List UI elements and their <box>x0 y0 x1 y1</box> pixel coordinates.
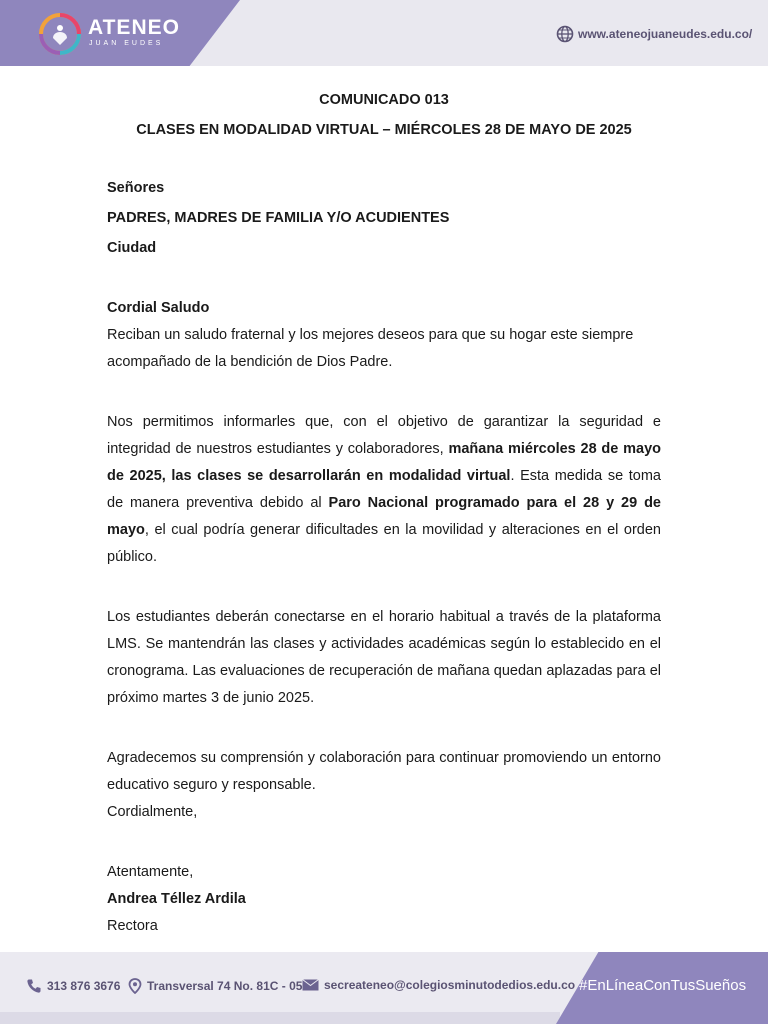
signer-role: Rectora <box>107 918 158 934</box>
document-subtitle: CLASES EN MODALIDAD VIRTUAL – MIÉRCOLES 28 DE MAYO DE 2025 <box>136 122 632 138</box>
notice-text-e: , el cual podría generar dificultades en la movilidad y alteraciones en el orden público. <box>107 522 661 565</box>
signer-name: Andrea Téllez Ardila <box>107 891 246 907</box>
greeting: Cordial Saludo <box>107 300 210 316</box>
letter-body <box>107 175 661 940</box>
paragraph-thanks: Agradecemos su comprensión y colaboración para continuar promoviendo un entorno educativo seguro y responsable. <box>107 750 661 793</box>
phone-icon <box>26 978 42 994</box>
logo-subtitle: JUAN EUDES <box>89 40 164 47</box>
closing: Cordialmente, <box>107 804 198 820</box>
signoff: Atentamente, <box>107 864 194 880</box>
footer-email[interactable] <box>302 978 575 992</box>
document-title: COMUNICADO 013 <box>319 92 449 108</box>
logo-name: ATENEO <box>88 16 180 39</box>
footer-hashtag: #EnLíneaConTusSueños <box>579 977 747 994</box>
notice-text-a: Nos permitimos informarles que, con el objetivo de garantizar la seguridad e integridad de nuestros estudiantes y colaboradores, <box>107 414 661 457</box>
paragraph-lms: Los estudiantes deberán conectarse en el horario habitual a través de la plataforma LMS. Se mantendrán las clases y actividades académicas según lo establecido en el cronograma. Las evaluaciones de recuperación de mañana quedan aplazadas para el próximo martes 3 de junio 2025. <box>107 609 661 706</box>
notice-text-c: . Esta medida se toma de manera preventiva debido al <box>107 468 661 511</box>
ateneo-logo-icon <box>38 12 82 56</box>
envelope-icon <box>302 979 319 991</box>
notice-highlight-strike: Paro Nacional programado para el 28 y 29 de mayo <box>107 495 661 538</box>
phone-number: 313 876 3676 <box>47 979 121 993</box>
paragraph-notice <box>107 409 661 571</box>
address-text: Transversal 74 No. 81C - 05 <box>147 979 303 993</box>
globe-icon <box>556 25 574 43</box>
website-link[interactable] <box>556 25 752 43</box>
recipient-line-1: Señores <box>107 180 165 196</box>
notice-highlight-virtual: mañana miércoles 28 de mayo de 2025, las clases se desarrollarán en modalidad virtual <box>107 441 661 484</box>
location-pin-icon <box>128 978 142 994</box>
footer-address <box>128 978 302 994</box>
footer-phone[interactable] <box>26 978 120 994</box>
website-url: www.ateneojuaneudes.edu.co/ <box>578 27 753 41</box>
recipient-line-3: Ciudad <box>107 240 157 256</box>
recipient-line-2: PADRES, MADRES DE FAMILIA Y/O ACUDIENTES <box>107 210 450 226</box>
email-address: secreateneo@colegiosminutodedios.edu.co <box>324 978 576 992</box>
footer-stripe <box>0 1012 560 1024</box>
intro-paragraph: Reciban un saludo fraternal y los mejores deseos para que su hogar este siempre acompañado de la bendición de Dios Padre. <box>107 327 634 370</box>
